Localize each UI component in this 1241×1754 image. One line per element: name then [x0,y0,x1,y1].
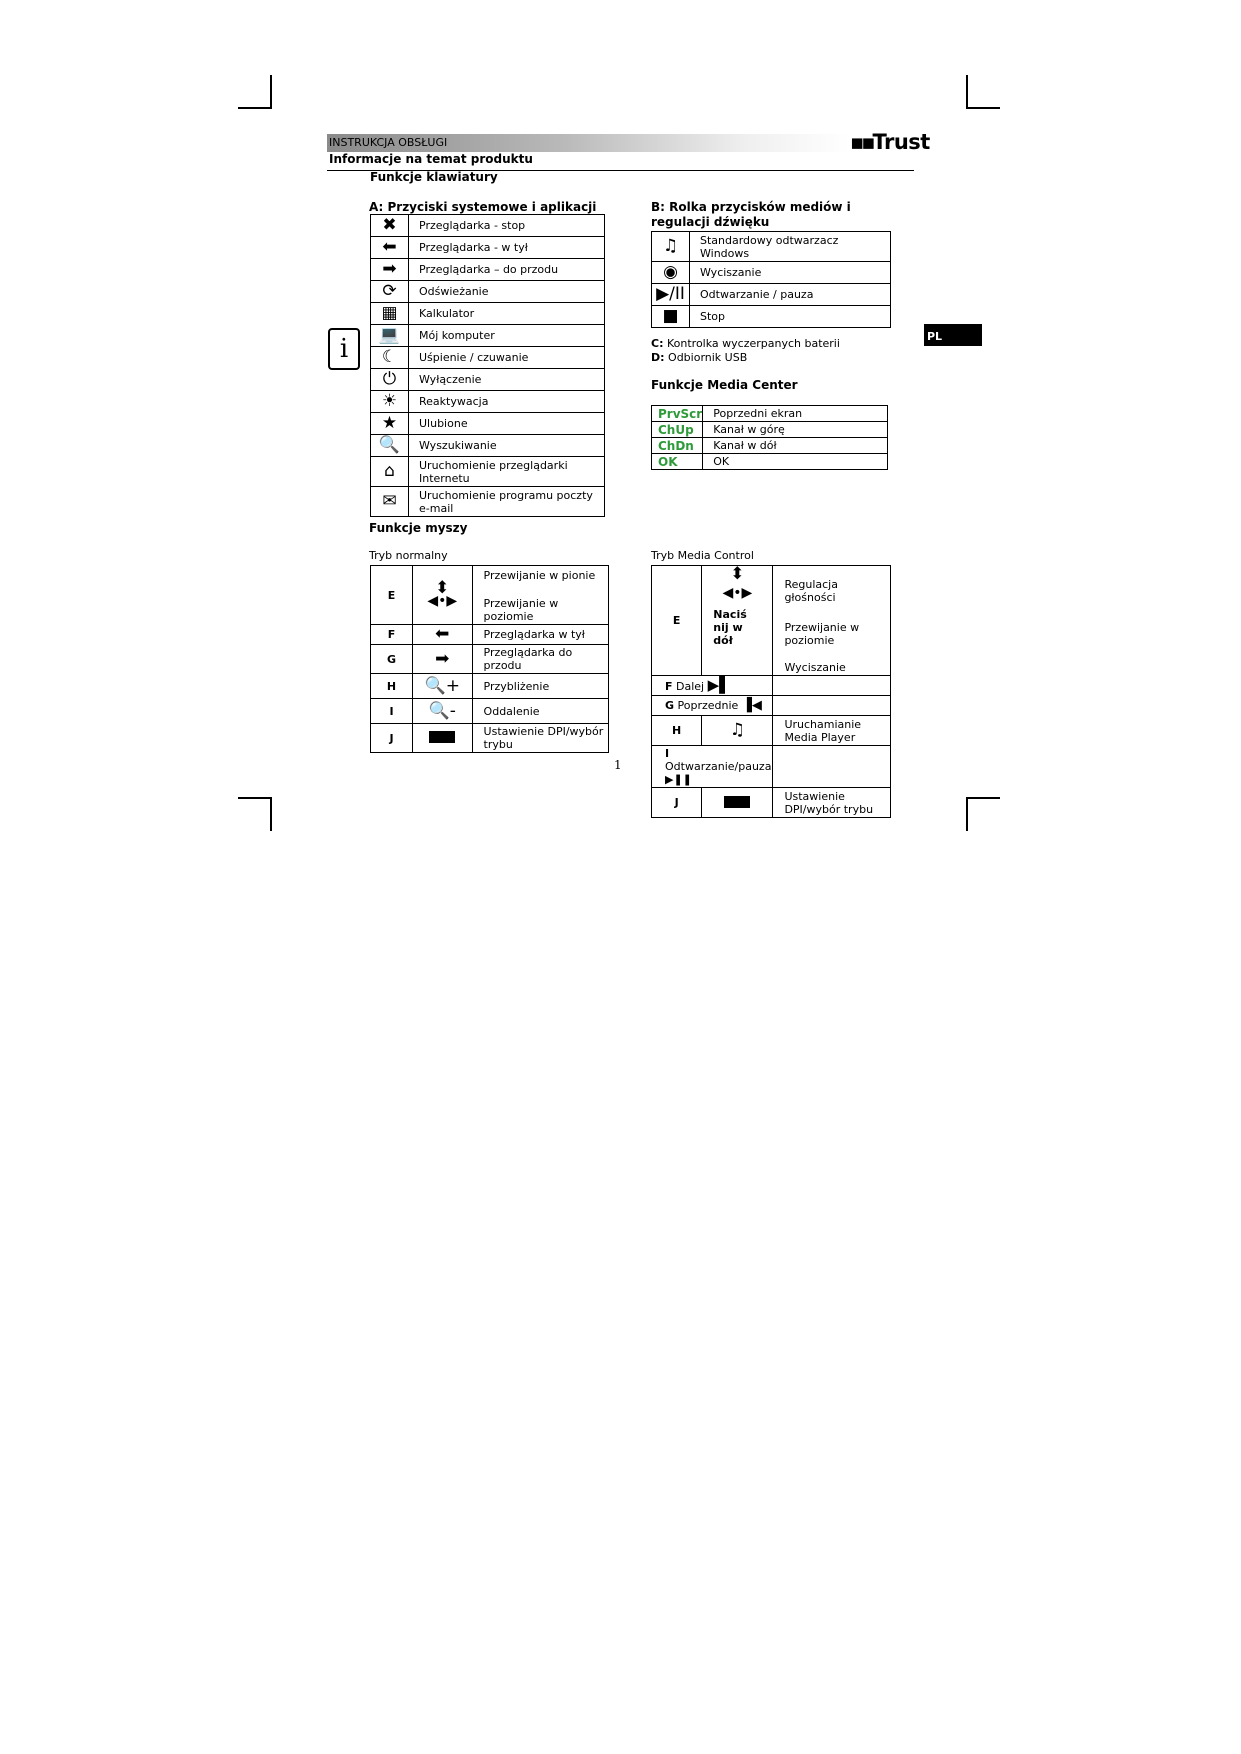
cell-text: Uruchomienie programu poczty e-mail [409,487,605,517]
cell-text: Dalej [676,679,705,693]
cell-text: Przewijanie w pionie [483,569,596,582]
scroll-horizontal-icon: ◀•▶ [427,593,458,609]
cell-text: Przeglądarka w tył [472,625,608,645]
close-icon: ✖ [382,215,397,235]
media-mode-title: Tryb Media Control [651,549,754,562]
table-row [652,438,888,454]
cell-text: Przeglądarka – do przodu [409,259,605,281]
mute-icon: ◉ [663,262,678,282]
crop-mark [966,75,968,109]
table-row [371,369,605,391]
cell-text: Przeglądarka - w tył [409,237,605,259]
table-row [371,487,605,517]
row-label: E [652,566,702,676]
music-note-icon: ♫ [662,236,679,256]
page-subtitle: Informacje na temat produktu [329,152,533,166]
media-center-table [651,405,888,470]
cell-text: Ustawienie DPI/wybór trybu [773,788,891,818]
row-label: G [665,699,675,712]
keyboard-section-title: Funkcje klawiatury [370,170,498,184]
cell-text: Przeglądarka - stop [409,215,605,237]
table-row [652,232,891,262]
star-icon: ★ [381,413,398,433]
table-row [652,422,888,438]
table-row [371,391,605,413]
scroll-vertical-icon: ⬍ [730,564,745,584]
cell-text: Poprzedni ekran [703,406,888,422]
crop-mark [270,75,272,109]
cell-text: Mój komputer [409,325,605,347]
normal-mode-title: Tryb normalny [369,549,448,562]
cell-text: Przeglądarka do przodu [472,645,608,674]
manual-label: INSTRUKCJA OBSŁUGI [329,136,448,149]
press-down-text: Naciś nij w dół [713,608,747,647]
cell-text: Przewijanie w poziomie [483,597,559,623]
row-label: G [371,645,413,674]
cell-text: Kanał w górę [703,422,888,438]
language-badge: PL [924,324,982,346]
cell-text: Ulubione [409,413,605,435]
cell-text: Odświeżanie [409,281,605,303]
cell-text: Wyłączenie [409,369,605,391]
crop-mark [966,107,1000,109]
dpi-button-icon [429,731,455,743]
arrow-left-icon: ⬅ [382,237,397,257]
table-row [371,237,605,259]
scroll-horizontal-icon: ◀•▶ [722,585,753,601]
dpi-button-icon [724,796,750,808]
table-row [652,306,891,328]
table-row [371,303,605,325]
media-center-title: Funkcje Media Center [651,378,798,392]
table-row [371,325,605,347]
crop-mark [238,107,272,109]
info-icon: i [328,328,360,370]
moon-icon: ☾ [381,347,398,367]
refresh-icon: ⟳ [382,281,397,301]
row-label: F [371,625,413,645]
row-label: E [371,566,413,625]
section-b-table [651,231,891,328]
table-row [371,347,605,369]
table-row [371,259,605,281]
home-icon: ⌂ [384,461,395,481]
cell-text: Przybliżenie [472,674,608,699]
next-track-icon: ▶▌ [707,675,731,694]
cell-text: Przewijanie w poziomie [784,621,860,647]
play-pause-icon: ▶/II [656,284,685,304]
table-row [652,262,891,284]
row-label: F [665,679,673,693]
crop-mark [238,797,272,799]
cell-text: OK [703,454,888,470]
normal-mode-table [370,565,609,753]
play-pause-icon: ▶❚❚ [665,773,692,786]
manual-header [327,134,849,152]
calculator-icon: ▦ [381,303,398,323]
table-row [652,454,888,470]
item-c: C: Kontrolka wyczerpanych baterii [651,337,840,350]
cell-text: Odtwarzanie / pauza [690,284,891,306]
brand-logo: ▪▪Trust [850,130,930,154]
section-a-title: A: Przyciski systemowe i aplikacji [369,200,597,214]
mail-icon: ✉ [382,491,397,511]
cell-text: Reaktywacja [409,391,605,413]
zoom-in-icon: 🔍+ [413,674,473,699]
crop-mark [966,797,968,831]
scroll-vertical-icon: ⬍ [435,578,450,598]
computer-icon: 💻 [378,325,401,345]
arrow-left-icon: ⬅ [413,625,473,645]
cell-text: Wyciszanie [784,661,846,674]
previous-track-icon: ▐◀ [741,698,762,713]
row-label: H [652,716,702,746]
cell-text: Oddalenie [472,699,608,724]
power-icon: ⏻ [382,369,397,389]
row-label: H [371,674,413,699]
cell-text: Standardowy odtwarzacz Windows [690,232,891,262]
cell-text: Kalkulator [409,303,605,325]
media-key-label: PrvScr [658,407,703,421]
table-row [371,457,605,487]
row-label: I [371,699,413,724]
media-key-label: ChUp [658,423,694,437]
table-row [371,281,605,303]
table-row [371,413,605,435]
item-d: D: Odbiornik USB [651,351,748,364]
cell-text: Uśpienie / czuwanie [409,347,605,369]
search-icon: 🔍 [378,435,401,455]
cell-text: Wyszukiwanie [409,435,605,457]
mouse-section-title: Funkcje myszy [369,521,468,535]
row-label: I [665,747,670,760]
media-key-label: OK [658,455,678,469]
cell-text: Poprzednie [677,699,739,712]
table-row [652,406,888,422]
cell-text: Odtwarzanie/pauza [665,760,772,773]
zoom-out-icon: 🔍- [413,699,473,724]
arrow-right-icon: ➡ [382,259,397,279]
media-mode-table [651,565,891,818]
table-row [371,435,605,457]
crop-mark [270,797,272,831]
sunrise-icon: ☀ [381,391,398,411]
stop-icon: ■ [662,306,679,326]
crop-mark [966,797,1000,799]
row-label: J [371,724,413,753]
arrow-right-icon: ➡ [413,645,473,674]
media-key-label: ChDn [658,439,694,453]
cell-text: Stop [690,306,891,328]
row-label: J [652,788,702,818]
music-note-icon: ♫ [702,716,773,746]
cell-text: Wyciszanie [690,262,891,284]
section-a-table [370,214,605,517]
table-row [652,284,891,306]
cell-text: Kanał w dół [703,438,888,454]
cell-text: Uruchomienie przeglądarki Internetu [409,457,605,487]
table-row [371,215,605,237]
section-b-title: B: Rolka przycisków mediów i regulacji dźwięku [651,200,851,229]
page-number: 1 [614,758,622,772]
cell-text: Regulacja głośności [784,578,838,604]
cell-text: Uruchamianie Media Player [773,716,891,746]
cell-text: Ustawienie DPI/wybór trybu [472,724,608,753]
